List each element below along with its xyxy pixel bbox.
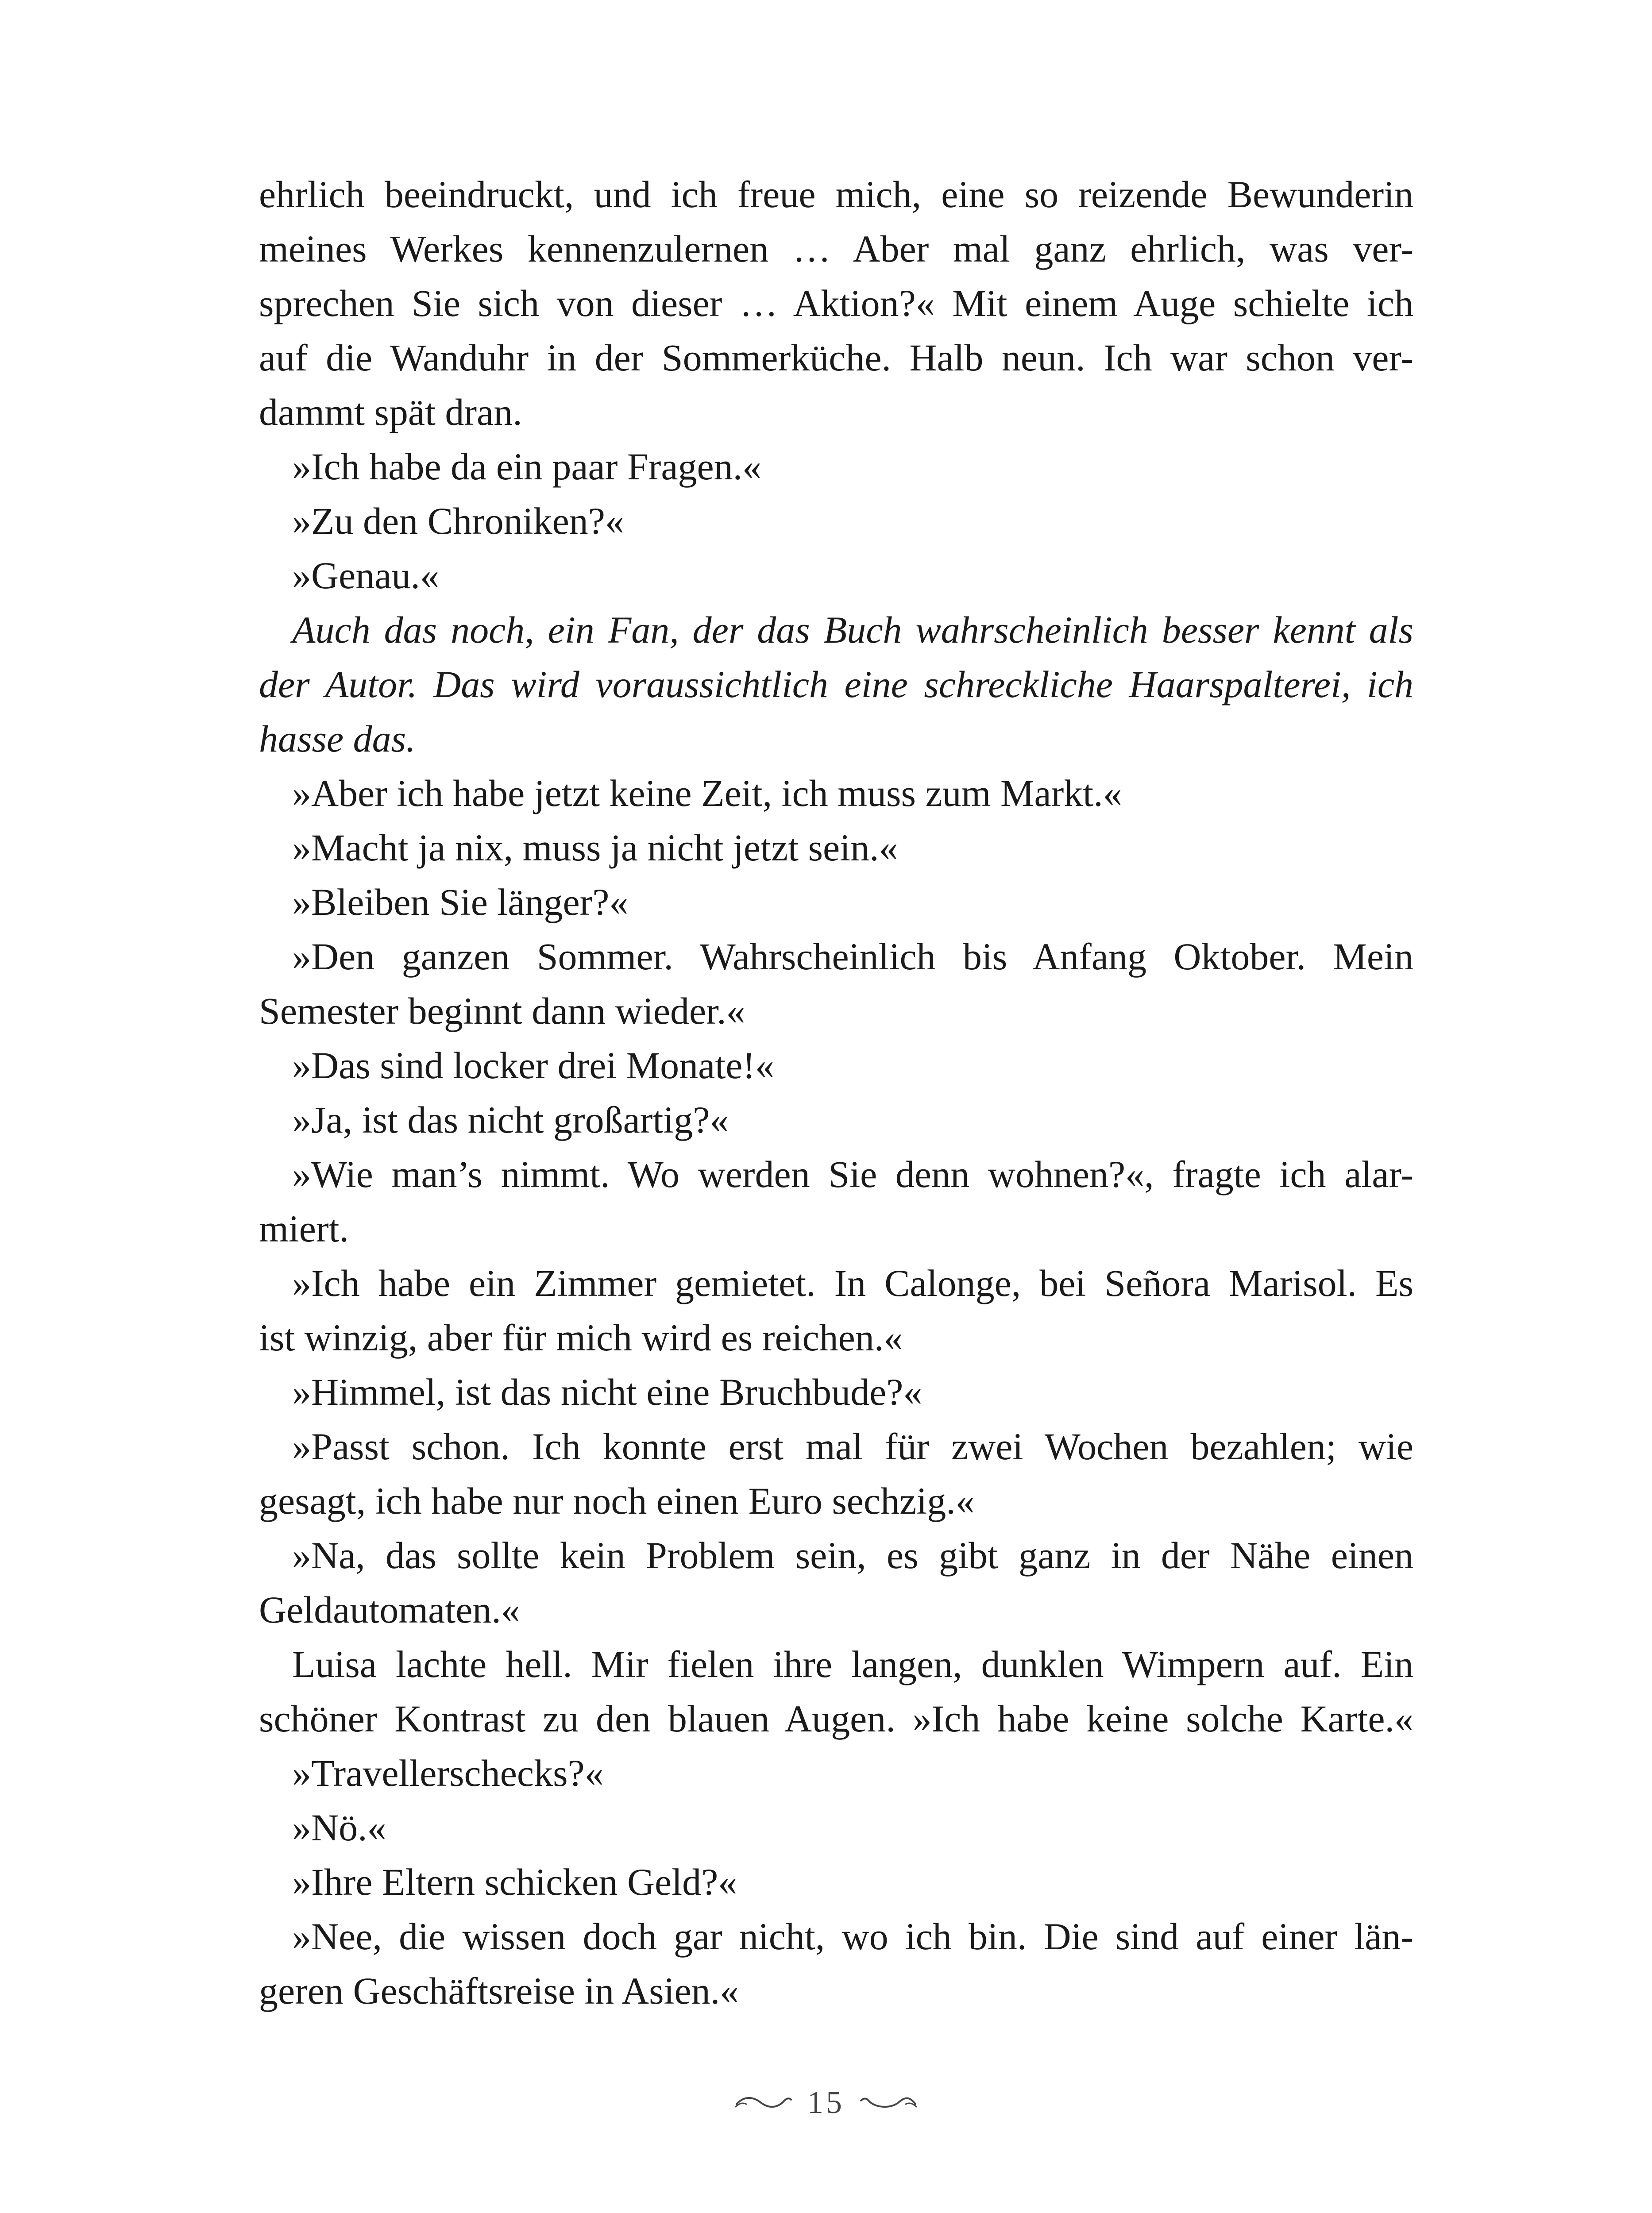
text-line: hasse das. <box>259 717 416 760</box>
page-number: 15 <box>807 2085 845 2120</box>
text-line: geren Geschäftsreise in Asien.« <box>259 1970 739 2012</box>
text-line: meines Werkes kennenzulernen … Aber mal ganz ehrlich, was ver- <box>259 227 1413 270</box>
text-line: Luisa lachte hell. Mir fielen ihre langen, dunklen Wimpern auf. Ein <box>292 1643 1413 1685</box>
text-line: »Macht ja nix, muss ja nicht jetzt sein.« <box>292 826 898 869</box>
text-line: »Ja, ist das nicht großartig?« <box>292 1099 729 1141</box>
text-line: sprechen Sie sich von dieser … Aktion?« Mit einem Auge schielte ich <box>259 282 1413 324</box>
text-line: »Travellerschecks?« <box>292 1752 604 1794</box>
text-line: der Autor. Das wird voraussichtlich eine schreckliche Haarspalterei, ich <box>259 663 1413 706</box>
text-line: miert. <box>259 1207 349 1250</box>
text-line: »Ich habe da ein paar Fragen.« <box>292 445 762 488</box>
text-line: Semester beginnt dann wieder.« <box>259 990 745 1032</box>
text-line: ist winzig, aber für mich wird es reichen.« <box>259 1316 903 1359</box>
text-line: »Passt schon. Ich konnte erst mal für zwei Wochen bezahlen; wie <box>292 1425 1413 1468</box>
text-line: »Den ganzen Sommer. Wahrscheinlich bis Anfang Oktober. Mein <box>292 935 1413 978</box>
tilde-swash-icon <box>860 2093 917 2111</box>
text-line: »Ich habe ein Zimmer gemietet. In Calonge, bei Señora Marisol. Es <box>292 1262 1413 1304</box>
text-line: Geldautomaten.« <box>259 1588 520 1631</box>
text-line: »Ihre Eltern schicken Geld?« <box>292 1861 737 1903</box>
text-line: »Das sind locker drei Monate!« <box>292 1044 775 1087</box>
text-line: schöner Kontrast zu den blauen Augen. »Ich habe keine solche Karte.« <box>259 1697 1413 1740</box>
text-line: »Himmel, ist das nicht eine Bruchbude?« <box>292 1371 922 1413</box>
text-line: »Zu den Chroniken?« <box>292 500 624 542</box>
body-text <box>259 167 1413 2018</box>
text-line: »Genau.« <box>292 554 439 597</box>
tilde-swash-icon <box>735 2093 792 2111</box>
text-line: »Wie man’s nimmt. Wo werden Sie denn wohnen?«, fragte ich alar- <box>292 1153 1413 1195</box>
text-line: auf die Wanduhr in der Sommerküche. Halb neun. Ich war schon ver- <box>259 336 1413 379</box>
text-line: »Aber ich habe jetzt keine Zeit, ich muss zum Markt.« <box>292 772 1122 814</box>
page-footer <box>0 2076 1652 2129</box>
text-line: »Nee, die wissen doch gar nicht, wo ich bin. Die sind auf einer län- <box>292 1915 1413 1958</box>
text-line: dammt spät dran. <box>259 391 522 433</box>
text-line: gesagt, ich habe nur noch einen Euro sechzig.« <box>259 1480 975 1522</box>
text-line: Auch das noch, ein Fan, der das Buch wahrscheinlich besser kennt als <box>292 609 1413 651</box>
text-line: ehrlich beeindruckt, und ich freue mich, eine so reizende Bewunderin <box>259 173 1413 216</box>
text-line: »Nö.« <box>292 1806 386 1849</box>
text-line: »Na, das sollte kein Problem sein, es gibt ganz in der Nähe einen <box>292 1534 1413 1577</box>
text-line: »Bleiben Sie länger?« <box>292 881 629 923</box>
